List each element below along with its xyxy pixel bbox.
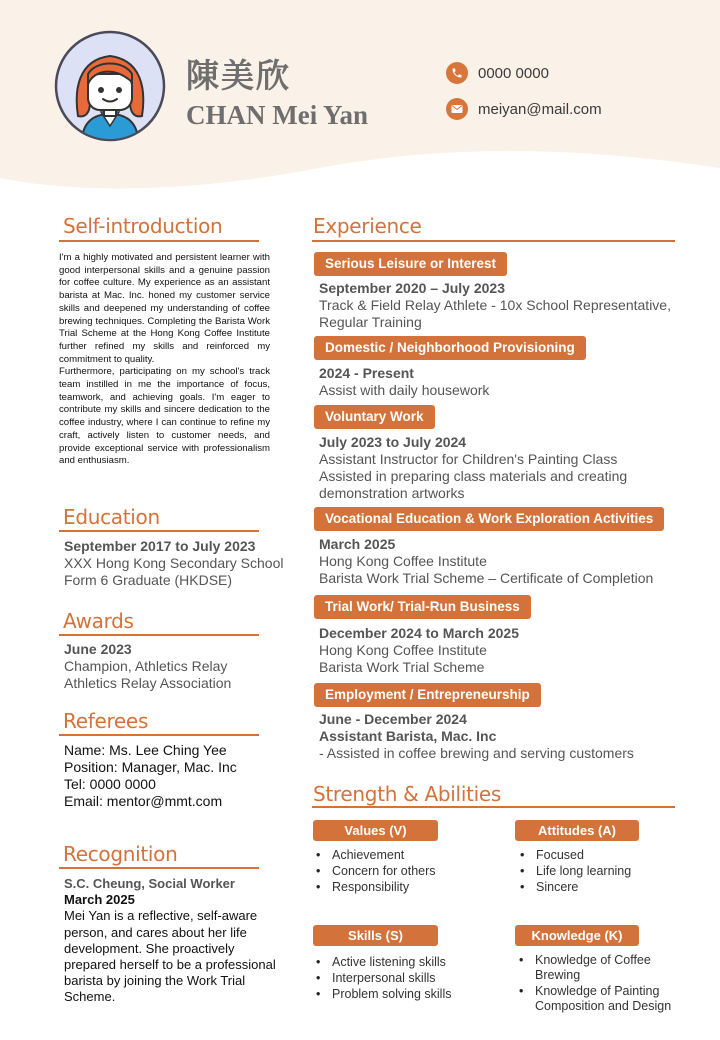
- experience-category-pill: Employment / Entrepreneurship: [314, 683, 541, 707]
- awards-title: Awards: [63, 609, 134, 633]
- name-chinese: 陳美欣: [186, 56, 291, 95]
- experience-line: Assisted in preparing class materials and creating: [319, 468, 628, 484]
- knowledge-pill: Knowledge (K): [515, 925, 639, 946]
- skills-pill: Skills (S): [313, 925, 438, 946]
- name-english: CHAN Mei Yan: [186, 100, 368, 130]
- experience-line: Assist with daily housework: [319, 382, 490, 398]
- attitudes-pill: Attitudes (A): [515, 820, 639, 841]
- list-item: • Focused: [518, 847, 678, 863]
- recognition-date: March 2025: [64, 892, 135, 908]
- experience-date: March 2025: [319, 536, 396, 552]
- skills-list: [314, 954, 494, 1002]
- list-item: • Problem solving skills: [314, 986, 494, 1002]
- values-list: [314, 847, 484, 895]
- experience-entry: [319, 536, 653, 587]
- recognition-entry: [64, 876, 276, 1006]
- avatar: [54, 30, 166, 142]
- award-name: Champion, Athletics Relay: [64, 658, 228, 674]
- self-intro-paragraph: Furthermore, participating on my school's track team instilled in me the importance of focus, teamwork, and achieving goals. I'm eager to contribute my skills and sincere dedication to the coffee industry, where I can continue to refine my craft, actively listen to customer needs, and provide exceptional service with professionalism and enthusiasm.: [59, 366, 270, 467]
- experience-line: Hong Kong Coffee Institute: [319, 553, 487, 569]
- experience-line: Assistant Instructor for Children's Painting Class: [319, 451, 618, 467]
- recognition-author: S.C. Cheung, Social Worker: [64, 876, 235, 891]
- recognition-title: Recognition: [63, 842, 178, 866]
- awards-divider: [59, 634, 259, 636]
- values-pill: Values (V): [313, 820, 438, 841]
- experience-line: Barista Work Trial Scheme – Certificate of Completion: [319, 570, 654, 586]
- list-item: • Knowledge of Coffee Brewing: [517, 953, 683, 984]
- experience-entry: [319, 625, 519, 676]
- education-entry: [64, 538, 283, 589]
- experience-role: Assistant Barista, Mac. Inc: [319, 728, 497, 744]
- list-item: • Knowledge of Painting Composition and Design: [517, 984, 683, 1015]
- strengths-divider: [312, 806, 675, 808]
- strengths-title: Strength & Abilities: [313, 782, 501, 806]
- email-contact: [446, 98, 602, 120]
- recognition-divider: [59, 867, 259, 869]
- experience-category-pill: Domestic / Neighborhood Provisioning: [314, 336, 586, 360]
- award-date: June 2023: [64, 641, 132, 657]
- knowledge-list: [517, 953, 683, 1014]
- experience-date: 2024 - Present: [319, 365, 414, 381]
- referees-divider: [59, 734, 259, 736]
- experience-date: July 2023 to July 2024: [319, 434, 467, 450]
- self-intro-paragraph: I'm a highly motivated and persistent learner with good interpersonal skills and a genuine passion for coffee culture. My experience as an assistant barista at Mac. Inc. honed my customer service skills and deepened my understanding of coffee brewing techniques. Completing the Barista Work Trial Scheme at the Hong Kong Coffee Institute further refined my skills and reinforced my commitment to quality.: [59, 252, 270, 365]
- experience-line: Track & Field Relay Athlete - 10x School Representative,: [319, 297, 671, 313]
- experience-category-pill: Trial Work/ Trial-Run Business: [314, 595, 531, 619]
- experience-entry: [319, 365, 489, 399]
- experience-title: Experience: [313, 214, 422, 238]
- list-item: • Achievement: [314, 847, 484, 863]
- self-intro-title: Self-introduction: [63, 214, 223, 238]
- experience-category-pill: Vocational Education & Work Exploration Activities: [314, 507, 664, 531]
- list-item: • Responsibility: [314, 879, 484, 895]
- list-item: • Concern for others: [314, 863, 484, 879]
- referee-name: Name: Ms. Lee Ching Yee: [64, 742, 227, 758]
- referees-title: Referees: [63, 709, 149, 733]
- experience-entry: [319, 711, 634, 762]
- attitudes-list: [518, 847, 678, 895]
- experience-line: Regular Training: [319, 314, 422, 330]
- list-item: • Active listening skills: [314, 954, 494, 970]
- experience-line: Barista Work Trial Scheme: [319, 659, 485, 675]
- list-item: • Interpersonal skills: [314, 970, 494, 986]
- experience-category-pill: Voluntary Work: [314, 405, 435, 429]
- experience-divider: [312, 240, 675, 242]
- email-address: meiyan@mail.com: [478, 100, 602, 118]
- education-detail: Form 6 Graduate (HKDSE): [64, 572, 233, 588]
- self-intro-text: [59, 252, 270, 468]
- list-item: • Life long learning: [518, 863, 678, 879]
- experience-entry: [319, 434, 627, 502]
- referee-position: Position: Manager, Mac. Inc: [64, 759, 237, 775]
- award-org: Athletics Relay Association: [64, 675, 232, 691]
- education-divider: [59, 530, 259, 532]
- self-intro-divider: [59, 240, 259, 242]
- experience-date: June - December 2024: [319, 711, 467, 727]
- referee-entry: [64, 742, 237, 810]
- experience-date: September 2020 – July 2023: [319, 280, 506, 296]
- experience-entry: [319, 280, 671, 331]
- referee-tel: Tel: 0000 0000: [64, 776, 156, 792]
- education-school: XXX Hong Kong Secondary School: [64, 555, 284, 571]
- experience-line: - Assisted in coffee brewing and serving customers: [319, 745, 634, 761]
- mail-icon: [446, 98, 468, 120]
- list-item: • Sincere: [518, 879, 678, 895]
- experience-line: demonstration artworks: [319, 485, 465, 501]
- phone-icon: [446, 62, 468, 84]
- experience-category-pill: Serious Leisure or Interest: [314, 252, 507, 276]
- education-period: September 2017 to July 2023: [64, 538, 256, 554]
- education-title: Education: [63, 505, 160, 529]
- phone-number: 0000 0000: [478, 64, 549, 82]
- experience-date: December 2024 to March 2025: [319, 625, 519, 641]
- recognition-quote: Mei Yan is a reflective, self-aware person, and cares about her life development. She proactively prepared herself to be a professional barista by joining the Work Trial Scheme.: [64, 908, 276, 1005]
- referee-email: Email: mentor@mmt.com: [64, 793, 223, 809]
- phone-contact: [446, 62, 549, 84]
- awards-entry: [64, 641, 231, 692]
- experience-line: Hong Kong Coffee Institute: [319, 642, 487, 658]
